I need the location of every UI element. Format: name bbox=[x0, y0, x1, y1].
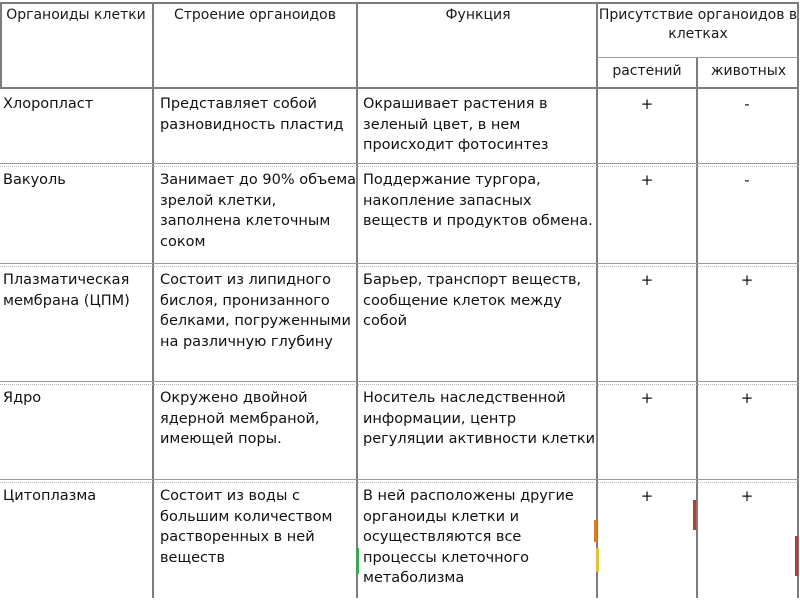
header-organoid bbox=[3, 6, 149, 86]
grid-line-row1 bbox=[0, 163, 799, 164]
header-structure bbox=[155, 6, 355, 86]
header-function-label: Функция bbox=[445, 7, 511, 23]
row-4-animals-mark: + bbox=[740, 389, 754, 407]
row-2-plants-mark: + bbox=[640, 171, 654, 189]
row-3-plants-mark: + bbox=[640, 271, 654, 289]
row-1-structure bbox=[155, 90, 357, 162]
header-structure-label: Строение органоидов bbox=[173, 7, 336, 23]
grid-line-col2 bbox=[356, 2, 358, 598]
row-3-animals bbox=[697, 268, 797, 292]
grid-dots-row3 bbox=[0, 384, 799, 385]
row-5-structure-text: Состоит из воды с большим количеством растворенных в ней веществ bbox=[160, 488, 333, 566]
row-5-animals bbox=[697, 484, 797, 508]
row-2-function bbox=[358, 166, 598, 262]
grid-dots-row4 bbox=[0, 482, 799, 483]
row-4-structure-text: Окружено двойной ядерной мембраной, имеющей поры. bbox=[160, 390, 320, 447]
row-5-structure bbox=[155, 482, 357, 596]
row-3-function bbox=[358, 266, 598, 378]
grid-line-header-bottom bbox=[0, 87, 799, 89]
row-2-animals bbox=[697, 168, 797, 192]
grid-line-right bbox=[797, 2, 799, 598]
row-1-plants-mark: + bbox=[640, 95, 654, 113]
row-4-animals bbox=[697, 386, 797, 410]
row-3-name-text: Плазматическая мембрана (ЦПМ) bbox=[3, 272, 130, 309]
row-5-name bbox=[0, 482, 152, 596]
row-5-function-text: В ней расположены другие органоиды клетки и осуществляются все процессы клеточного метаболизма bbox=[363, 488, 574, 586]
grid-line-col1 bbox=[152, 2, 154, 598]
row-3-structure bbox=[155, 266, 357, 378]
row-1-plants bbox=[598, 92, 696, 116]
grid-dots-row1 bbox=[0, 166, 799, 167]
grid-line-col3 bbox=[596, 2, 598, 598]
row-2-name-text: Вакуоль bbox=[3, 172, 66, 188]
header-presence-label: Присутствие органоидов в клетках bbox=[598, 7, 798, 42]
row-3-plants bbox=[598, 268, 696, 292]
grid-line-row4 bbox=[0, 479, 799, 480]
grid-line-left bbox=[0, 2, 2, 88]
row-4-plants-mark: + bbox=[640, 389, 654, 407]
edge-artifact-yellow bbox=[596, 548, 599, 572]
header-organoid-label: Органоиды клетки bbox=[6, 7, 146, 23]
edge-artifact-green bbox=[356, 548, 359, 574]
row-4-function-text: Носитель наследственной информации, центр регуляции активности клетки bbox=[363, 390, 596, 447]
row-1-function-text: Окрашивает растения в зеленый цвет, в нем происходит фотосинтез bbox=[363, 96, 549, 153]
edge-artifact-red-right bbox=[795, 536, 798, 576]
row-1-structure-text: Представляет собой разновидность пластид bbox=[160, 96, 344, 133]
grid-line-presence-split bbox=[597, 57, 799, 58]
row-1-name-text: Хлоропласт bbox=[3, 96, 94, 112]
grid-dots-row2 bbox=[0, 266, 799, 267]
row-2-animals-mark: - bbox=[744, 171, 750, 189]
row-3-name bbox=[0, 266, 154, 378]
header-plants bbox=[598, 62, 696, 86]
header-function bbox=[359, 6, 597, 86]
row-1-function bbox=[358, 90, 598, 162]
row-4-plants bbox=[598, 386, 696, 410]
row-2-structure bbox=[155, 166, 357, 262]
row-4-name bbox=[0, 384, 152, 480]
row-5-plants bbox=[598, 484, 696, 508]
row-2-name bbox=[0, 166, 152, 262]
row-4-name-text: Ядро bbox=[3, 390, 42, 406]
header-animals-label: животных bbox=[710, 63, 787, 79]
row-2-structure-text: Занимает до 90% объема зрелой клетки, заполнена клеточным соком bbox=[160, 172, 357, 250]
row-1-animals-mark: - bbox=[744, 95, 750, 113]
row-2-plants bbox=[598, 168, 696, 192]
header-animals bbox=[697, 62, 800, 86]
header-plants-label: растений bbox=[612, 63, 682, 79]
row-2-function-text: Поддержание тургора, накопление запасных веществ и продуктов обмена. bbox=[363, 172, 593, 229]
edge-artifact-orange bbox=[594, 520, 597, 542]
row-5-plants-mark: + bbox=[640, 487, 654, 505]
row-4-function bbox=[358, 384, 598, 480]
row-5-animals-mark: + bbox=[740, 487, 754, 505]
row-4-structure bbox=[155, 384, 357, 480]
edge-artifact-red bbox=[693, 500, 696, 530]
row-3-structure-text: Состоит из липидного бислоя, пронизанного белками, погруженными на различную глубину bbox=[160, 272, 351, 350]
row-1-animals bbox=[697, 92, 797, 116]
row-1-name bbox=[0, 90, 152, 162]
row-3-function-text: Барьер, транспорт веществ, сообщение клеток между собой bbox=[363, 272, 582, 329]
grid-line-col4 bbox=[696, 58, 698, 598]
row-5-function bbox=[358, 482, 598, 596]
header-presence bbox=[598, 6, 798, 56]
grid-line-top bbox=[0, 2, 799, 4]
row-5-name-text: Цитоплазма bbox=[3, 488, 97, 504]
grid-line-row2 bbox=[0, 263, 799, 264]
grid-line-row3 bbox=[0, 381, 799, 382]
row-3-animals-mark: + bbox=[740, 271, 754, 289]
